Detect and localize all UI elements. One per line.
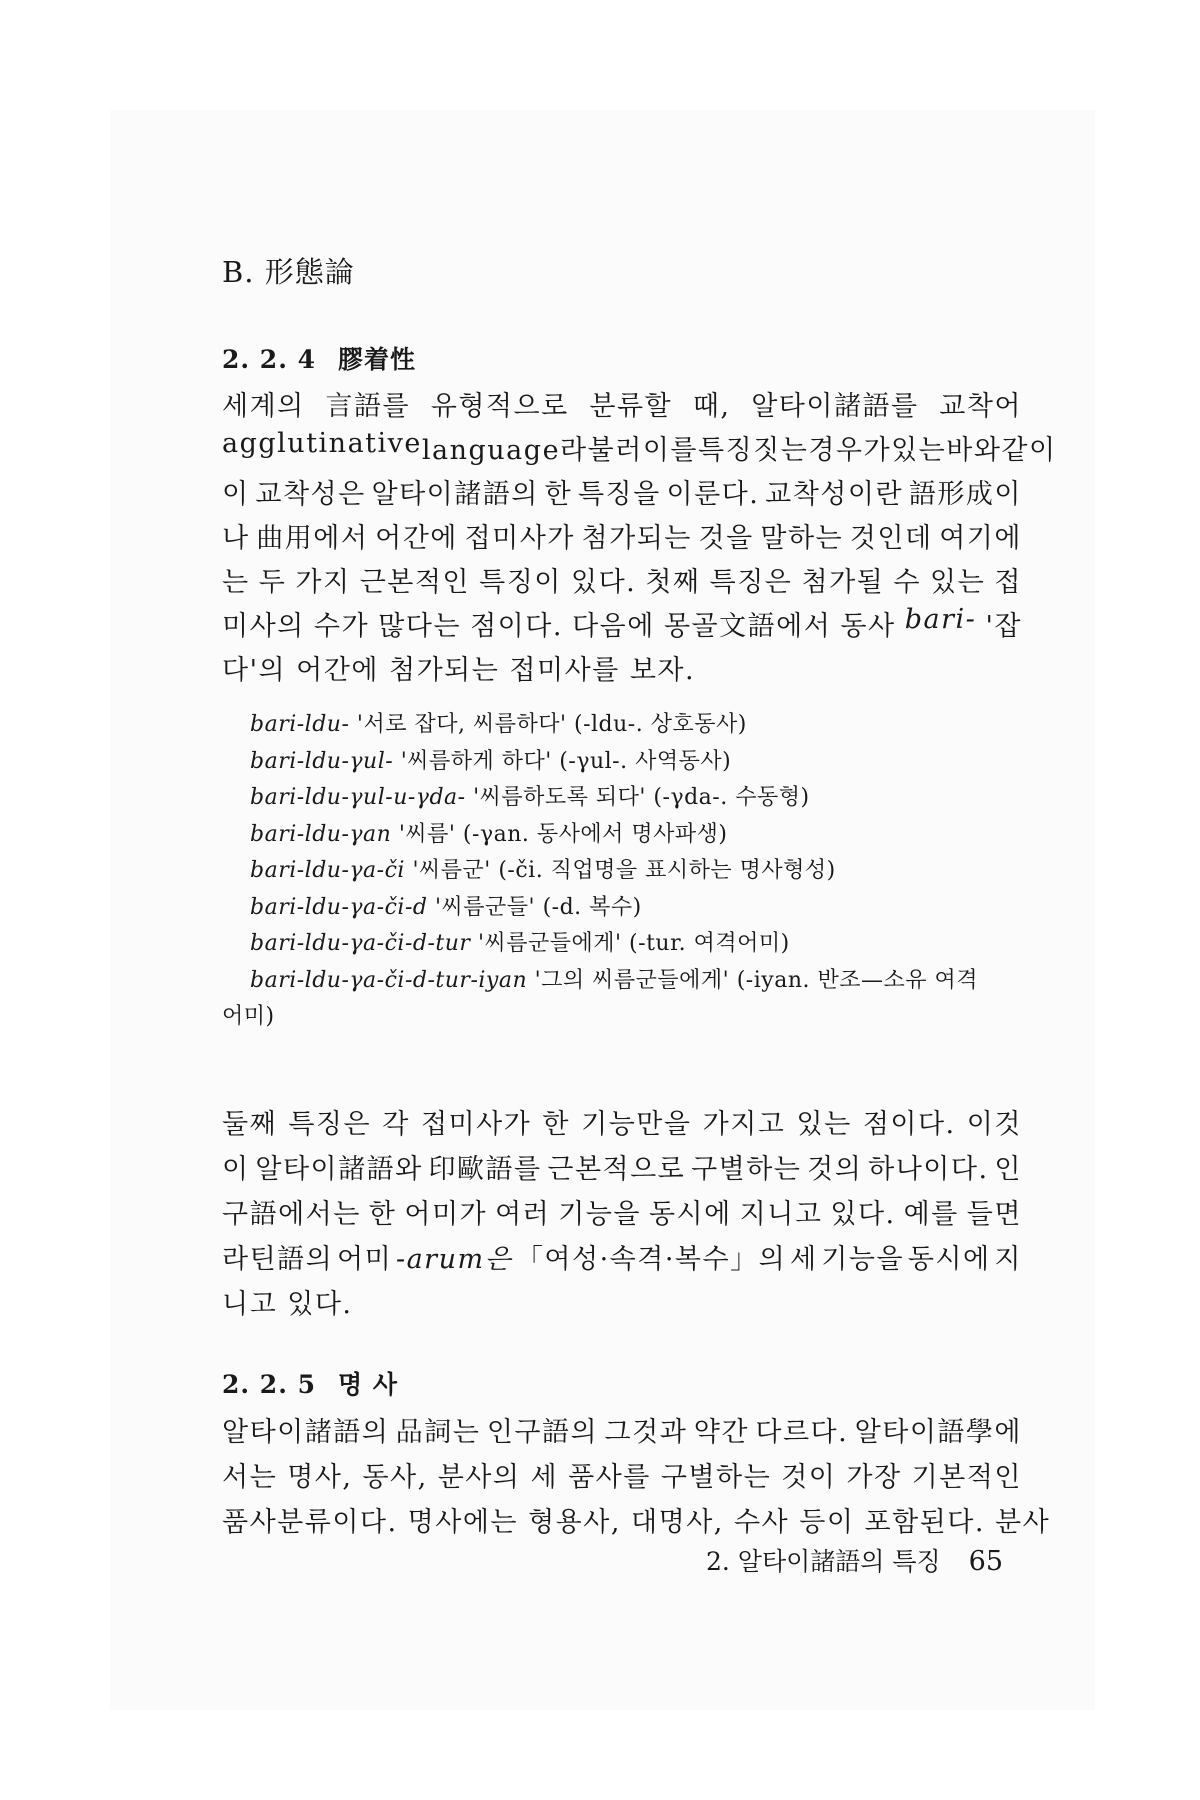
example-gloss: '씨름하게 하다' (-γul-. 사역동사) xyxy=(400,748,732,774)
section-heading: B. 形態論 xyxy=(222,255,355,289)
page-number: 65 xyxy=(968,1546,1004,1577)
text-line xyxy=(222,428,1057,472)
word: 다르다. xyxy=(755,1417,849,1448)
word: language라 xyxy=(421,435,588,466)
example-item xyxy=(250,926,790,962)
word: 둘째 xyxy=(222,1109,278,1140)
word: 있는 xyxy=(930,567,986,598)
word: 「여성·속격·복수」의 xyxy=(515,1244,787,1275)
text-line xyxy=(222,1192,1022,1236)
word: agglutinative xyxy=(222,428,422,459)
word: 기능만을 xyxy=(581,1109,692,1140)
word: 품사를 xyxy=(568,1462,651,1493)
word: 미사의 xyxy=(222,611,305,642)
word: 특징은 xyxy=(709,567,793,598)
word: 알타이諸語의 xyxy=(371,479,539,510)
word: 근본적인 xyxy=(359,567,471,598)
word: 가지 xyxy=(295,567,351,598)
word: 기본적인 xyxy=(911,1462,1022,1493)
text-line xyxy=(222,1455,1022,1499)
word: 교착어 xyxy=(939,391,1022,422)
section-number: 2. 2. 4 xyxy=(222,345,316,374)
word: 특징은 xyxy=(288,1109,372,1140)
word: 등이 xyxy=(799,1507,855,1538)
section-title: 명 사 xyxy=(338,1370,399,1399)
running-title: 2. 알타이諸語의 특징 xyxy=(706,1547,941,1576)
word: 알타이諸語를 xyxy=(751,391,919,422)
word: 인 xyxy=(994,1154,1022,1185)
word: 분사 xyxy=(995,1507,1051,1538)
word: 가장 xyxy=(846,1462,902,1493)
word: 여기에 xyxy=(939,523,1022,554)
word: 알타이諸語와 xyxy=(255,1154,423,1185)
example-form: bari-ldu- xyxy=(250,712,350,737)
word: -arum은 xyxy=(395,1244,513,1275)
text-line xyxy=(222,1102,1022,1146)
word: 이것 xyxy=(966,1109,1022,1140)
word: 는 xyxy=(222,567,250,598)
word: 것을 xyxy=(698,523,754,554)
word: 세 xyxy=(789,1244,818,1275)
word: 교착성이란 xyxy=(765,479,904,510)
example-form: bari-ldu-γa-či-d-tur-iyan xyxy=(250,967,528,993)
word: 그것과 xyxy=(604,1417,688,1448)
word: 접미사가 xyxy=(420,1109,532,1140)
example-item xyxy=(250,817,727,853)
word: 수가 xyxy=(313,611,370,642)
example-gloss: '씨름군' (-či. 직업명을 표시하는 명사형성) xyxy=(412,858,836,883)
word: 한 xyxy=(544,479,573,510)
text-line xyxy=(222,472,1022,516)
word: 알타이諸語의 xyxy=(222,1417,390,1448)
example-item xyxy=(250,890,642,926)
word: 때, xyxy=(692,391,731,422)
text-line xyxy=(222,384,1022,428)
word: 유형적으로 xyxy=(430,391,569,422)
word: 바와 xyxy=(946,435,1002,466)
word: 접 xyxy=(994,567,1022,598)
example-form: bari-ldu-γul- xyxy=(250,748,394,774)
example-item xyxy=(250,853,836,889)
word: 이룬다. xyxy=(666,479,760,510)
word: 구별하는 xyxy=(660,1462,772,1493)
word: 수사 xyxy=(733,1507,790,1538)
example-gloss: '씨름' (-γan. 동사에서 명사파생) xyxy=(398,821,728,847)
word: 어미가 xyxy=(404,1199,488,1230)
example-gloss: '씨름군들에게' (-tur. 여격어미) xyxy=(477,931,790,956)
word: 인구語의 xyxy=(486,1417,599,1448)
word: 점이다. xyxy=(470,611,563,642)
word: 것인데 xyxy=(849,523,933,554)
word: 한 xyxy=(542,1109,570,1140)
word: 분류할 xyxy=(589,391,673,422)
word: 세 xyxy=(530,1462,559,1493)
text-line xyxy=(222,560,1022,604)
word: 서는 xyxy=(222,1462,278,1493)
word: 있는 xyxy=(891,435,947,466)
word: 접미사가 xyxy=(464,523,575,554)
word: 지 xyxy=(994,1244,1022,1275)
text-line xyxy=(222,1237,1022,1281)
word: 약간 xyxy=(693,1417,749,1448)
word: 이 xyxy=(222,1154,250,1185)
word: 동시에 xyxy=(648,1199,732,1230)
word: 나 xyxy=(222,523,250,554)
word: 다'의 어간에 첨가되는 접미사를 보자. xyxy=(222,655,696,686)
word: 가지고 xyxy=(702,1109,786,1140)
word: 말하는 xyxy=(760,523,844,554)
word: 니고 있다. xyxy=(222,1289,353,1320)
word: 명사, xyxy=(287,1462,353,1493)
word: 것의 xyxy=(807,1154,863,1185)
word: 구별하는 xyxy=(691,1154,802,1185)
text-line xyxy=(222,1410,1022,1454)
text-line xyxy=(222,516,1022,560)
word: 曲用에서 xyxy=(256,523,369,554)
example-form: bari-ldu-γul-u-γda- xyxy=(250,785,466,810)
example-gloss: '씨름군들' (-d. 복수) xyxy=(434,894,642,920)
word: 품사분류이다. xyxy=(222,1507,398,1538)
text-line xyxy=(222,648,695,692)
word: 지니고 xyxy=(739,1199,823,1230)
example-item xyxy=(250,707,747,743)
section-number: 2. 2. 5 xyxy=(222,1370,316,1399)
word: 몽골文語에서 xyxy=(663,611,832,642)
word: 같이 xyxy=(1001,435,1057,466)
word: 형용사, xyxy=(528,1507,621,1538)
example-item xyxy=(250,780,810,816)
word: 첨가되는 xyxy=(581,523,692,554)
word: 있는 xyxy=(796,1109,852,1140)
text-line xyxy=(222,1282,353,1326)
word: 한 xyxy=(368,1199,397,1230)
word: 수 xyxy=(893,567,921,598)
word: 세계의 xyxy=(222,391,305,422)
example-gloss: '씨름하도록 되다' (-γda-. 수동형) xyxy=(473,785,810,810)
word: 있다. xyxy=(570,567,637,598)
word: 다음에 xyxy=(572,611,655,642)
word: 동사, xyxy=(362,1462,428,1493)
word: 두 xyxy=(258,567,287,598)
example-form: bari-ldu-γa-či-d xyxy=(250,894,428,920)
word: 많다는 xyxy=(378,611,461,642)
example-item xyxy=(250,744,731,780)
word: 이를 xyxy=(642,435,698,466)
word: 경우가 xyxy=(808,435,892,466)
word: 첫째 xyxy=(645,567,701,598)
word: 어미 xyxy=(337,1244,393,1275)
word: 동시에 xyxy=(907,1244,991,1275)
word: 이 xyxy=(222,479,250,510)
example-gloss: '서로 잡다, 씨름하다' (-ldu-. 상호동사) xyxy=(356,712,747,737)
example-form: bari-ldu-γa-či xyxy=(250,858,405,883)
word: 알타이語學에 xyxy=(854,1417,1022,1448)
example-continuation: 어미) xyxy=(222,1004,275,1029)
word: bari- xyxy=(904,604,977,635)
word: 言語를 xyxy=(325,391,411,422)
word: 교착성은 xyxy=(255,479,366,510)
word: 기능을 xyxy=(821,1244,905,1275)
example-gloss: '그의 씨름군들에게' (-iyan. 반조—소유 여격 xyxy=(534,967,978,993)
example-form: bari-ldu-γa-či-d-tur xyxy=(250,931,471,956)
word: 각 xyxy=(382,1109,410,1140)
word: 특징을 xyxy=(577,479,661,510)
word: 들면 xyxy=(966,1199,1022,1230)
word: 印歐語를 xyxy=(428,1154,542,1185)
word: 기능을 xyxy=(558,1199,641,1230)
example-form: bari-ldu-γan xyxy=(250,821,392,847)
word: 첨가될 xyxy=(801,567,885,598)
word: 명사에는 xyxy=(407,1507,518,1538)
word: 분사의 xyxy=(437,1462,521,1493)
word: 것이 xyxy=(781,1462,837,1493)
word: 대명사, xyxy=(631,1507,724,1538)
example-item xyxy=(250,963,978,999)
word: 특징짓는 xyxy=(697,435,809,466)
word: '잡 xyxy=(985,611,1022,642)
text-line xyxy=(222,1500,1050,1544)
word: 점이다. xyxy=(862,1109,956,1140)
word: 동사 xyxy=(840,611,896,642)
word: 하나이다. xyxy=(868,1154,989,1185)
section-title: 膠着性 xyxy=(338,345,417,374)
word: 語形成이 xyxy=(908,479,1022,510)
word: 구語에서는 xyxy=(222,1199,361,1230)
word: 포함된다. xyxy=(864,1507,985,1538)
word: 불러 xyxy=(587,435,643,466)
word: 여러 xyxy=(495,1199,551,1230)
text-line xyxy=(222,1147,1022,1191)
text-line xyxy=(222,604,1022,648)
word: 있다. xyxy=(830,1199,896,1230)
word: 예를 xyxy=(903,1199,959,1230)
word: 어간에 xyxy=(375,523,458,554)
word: 라틴語의 xyxy=(222,1244,334,1275)
section-2-2-5-heading xyxy=(222,1365,398,1401)
word: 品詞는 xyxy=(395,1417,481,1448)
word: 근본적으로 xyxy=(547,1154,686,1185)
word: 특징이 xyxy=(479,567,562,598)
section-2-2-4-heading xyxy=(222,340,416,376)
page-footer xyxy=(706,1542,1003,1578)
